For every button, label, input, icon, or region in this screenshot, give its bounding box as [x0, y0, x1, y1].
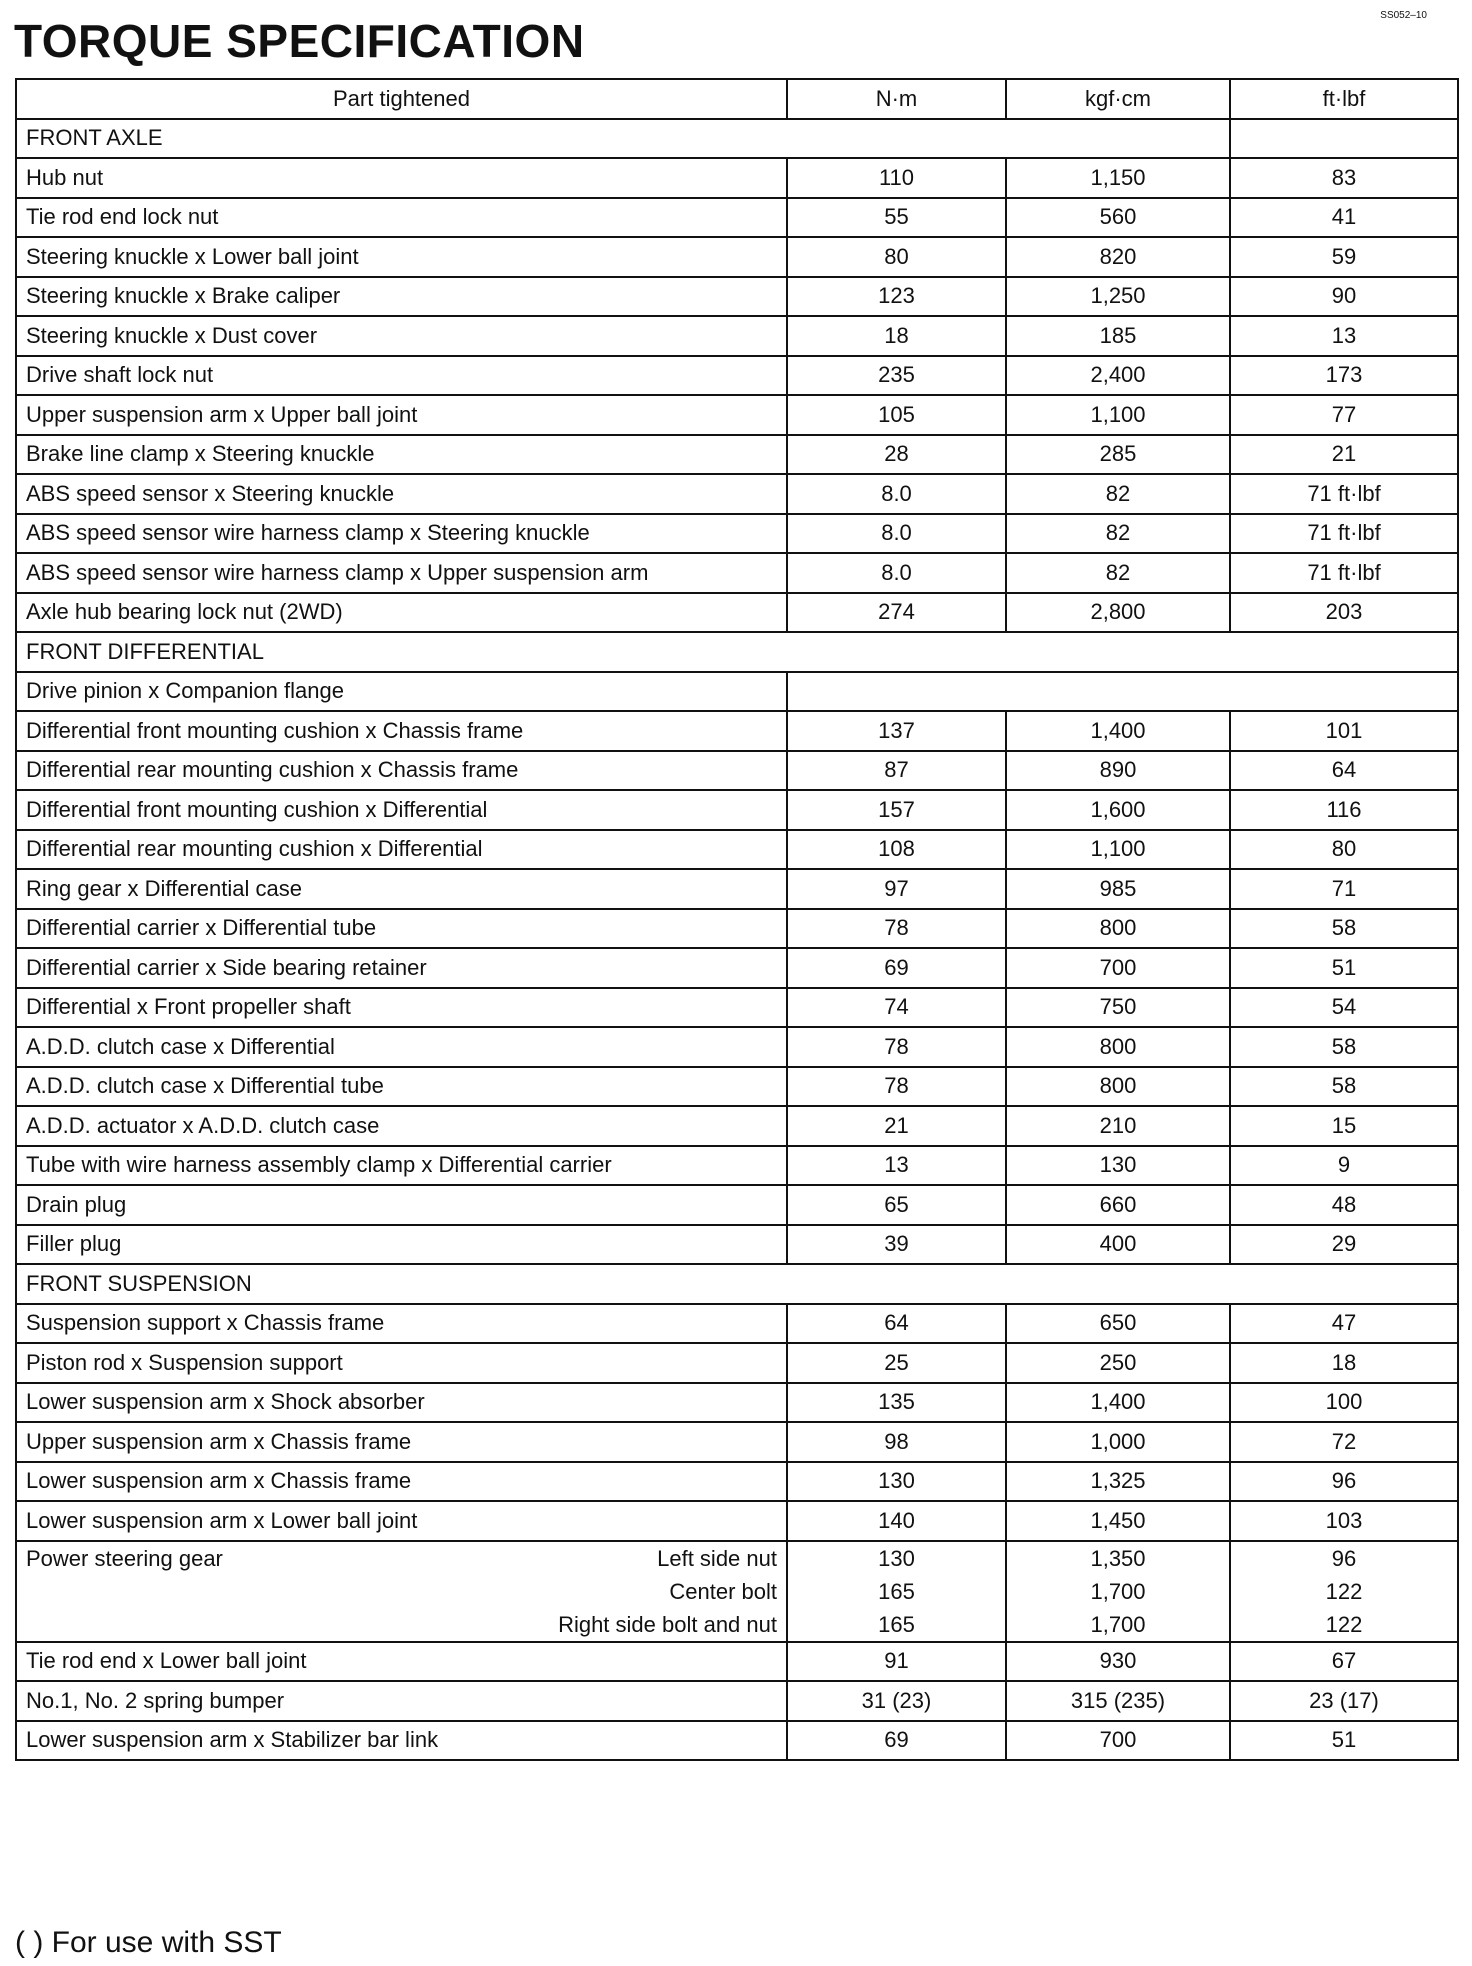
kgf-cell: 820: [1006, 237, 1230, 277]
empty-cell: [1230, 119, 1458, 159]
nm-cell: 28: [787, 435, 1006, 475]
nm-cell: 64: [787, 1304, 1006, 1344]
part-cell: Steering knuckle x Lower ball joint: [16, 237, 787, 277]
table-row: [16, 198, 1458, 238]
nm-cell: 157: [787, 790, 1006, 830]
part-cell: Drain plug: [16, 1185, 787, 1225]
part-group: [26, 1542, 777, 1641]
part-cell: Axle hub bearing lock nut (2WD): [16, 593, 787, 633]
nm-cell: 97: [787, 869, 1006, 909]
part-cell: Lower suspension arm x Lower ball joint: [16, 1501, 787, 1541]
kgf-cell: 750: [1006, 988, 1230, 1028]
kgf-cell: 315 (235): [1006, 1681, 1230, 1721]
nm-cell: 140: [787, 1501, 1006, 1541]
part-label: Power steering gear: [26, 1545, 223, 1571]
header-nm: N·m: [787, 79, 1006, 119]
ft-cell: 71 ft·lbf: [1230, 474, 1458, 514]
header-part: Part tightened: [16, 79, 787, 119]
ft-cell: 64: [1230, 751, 1458, 791]
nm-cell: 65: [787, 1185, 1006, 1225]
nm-cell: 39: [787, 1225, 1006, 1265]
table-row: [16, 593, 1458, 633]
table-row: [16, 672, 1458, 712]
sub-part-label: Center bolt: [669, 1578, 777, 1604]
table-row: [16, 1106, 1458, 1146]
part-cell: Piston rod x Suspension support: [16, 1343, 787, 1383]
table-row: [16, 1422, 1458, 1462]
part-cell: ABS speed sensor wire harness clamp x Upper suspension arm: [16, 553, 787, 593]
kgf-cell: 1,600: [1006, 790, 1230, 830]
kgf-value: 1,700: [1090, 1611, 1146, 1637]
part-cell: ABS speed sensor wire harness clamp x Steering knuckle: [16, 514, 787, 554]
ft-cell: 203: [1230, 593, 1458, 633]
part-cell: Tube with wire harness assembly clamp x Differential carrier: [16, 1146, 787, 1186]
ft-cell: 58: [1230, 909, 1458, 949]
table-row: [16, 751, 1458, 791]
ft-cell: 51: [1230, 1721, 1458, 1761]
kgf-cell: 560: [1006, 198, 1230, 238]
kgf-cell: 1,250: [1006, 277, 1230, 317]
table-row: [16, 1462, 1458, 1502]
ft-cell: 59: [1230, 237, 1458, 277]
part-cell: Drive shaft lock nut: [16, 356, 787, 396]
table-row: [16, 869, 1458, 909]
ft-cell: 101: [1230, 711, 1458, 751]
ft-cell: 173: [1230, 356, 1458, 396]
section-row: [16, 632, 1458, 672]
nm-value: 165: [878, 1611, 915, 1637]
kgf-cell: 210: [1006, 1106, 1230, 1146]
kgf-cell: 700: [1006, 1721, 1230, 1761]
part-cell: Differential carrier x Side bearing retainer: [16, 948, 787, 988]
part-cell: Steering knuckle x Brake caliper: [16, 277, 787, 317]
sub-part-list: [558, 1542, 777, 1641]
part-cell: Differential rear mounting cushion x Differential: [16, 830, 787, 870]
kgf-cell: 1,150: [1006, 158, 1230, 198]
kgf-cell: 2,400: [1006, 356, 1230, 396]
torque-table: [15, 78, 1459, 1761]
ft-cell: 9: [1230, 1146, 1458, 1186]
nm-cell: 87: [787, 751, 1006, 791]
part-cell: Tie rod end x Lower ball joint: [16, 1642, 787, 1682]
empty-cell: [787, 672, 1458, 712]
nm-cell: 78: [787, 1027, 1006, 1067]
nm-value: 130: [878, 1545, 915, 1571]
nm-cell: 98: [787, 1422, 1006, 1462]
table-row: [16, 1681, 1458, 1721]
ft-cell: 21: [1230, 435, 1458, 475]
nm-cell: 78: [787, 909, 1006, 949]
nm-cell: 110: [787, 158, 1006, 198]
table-row: [16, 830, 1458, 870]
kgf-cell: 400: [1006, 1225, 1230, 1265]
ft-cell: 90: [1230, 277, 1458, 317]
ft-cell: 23 (17): [1230, 1681, 1458, 1721]
nm-cell: [787, 1541, 1006, 1642]
part-cell: Lower suspension arm x Stabilizer bar link: [16, 1721, 787, 1761]
ft-cell: 83: [1230, 158, 1458, 198]
nm-cell: 8.0: [787, 514, 1006, 554]
table-row: [16, 1501, 1458, 1541]
part-cell: Upper suspension arm x Upper ball joint: [16, 395, 787, 435]
nm-value: 165: [878, 1578, 915, 1604]
nm-cell: 130: [787, 1462, 1006, 1502]
kgf-cell: [1006, 1541, 1230, 1642]
table-row: [16, 1146, 1458, 1186]
ft-cell: 58: [1230, 1067, 1458, 1107]
ft-cell: 48: [1230, 1185, 1458, 1225]
table-row: [16, 1721, 1458, 1761]
sub-part-label: Left side nut: [657, 1545, 777, 1571]
ft-cell: 67: [1230, 1642, 1458, 1682]
part-cell: A.D.D. clutch case x Differential: [16, 1027, 787, 1067]
part-cell: Differential front mounting cushion x Differential: [16, 790, 787, 830]
nm-cell: 13: [787, 1146, 1006, 1186]
nm-cell: 25: [787, 1343, 1006, 1383]
ft-cell: 15: [1230, 1106, 1458, 1146]
part-cell: Filler plug: [16, 1225, 787, 1265]
table-row: [16, 435, 1458, 475]
table-row: [16, 1067, 1458, 1107]
nm-cell: 74: [787, 988, 1006, 1028]
kgf-cell: 1,000: [1006, 1422, 1230, 1462]
ft-cell: 51: [1230, 948, 1458, 988]
ft-value: 96: [1331, 1545, 1357, 1571]
kgf-cell: 185: [1006, 316, 1230, 356]
nm-cell: 135: [787, 1383, 1006, 1423]
nm-cell: 123: [787, 277, 1006, 317]
table-row: [16, 1225, 1458, 1265]
table-row: [16, 1027, 1458, 1067]
nm-cell: 8.0: [787, 553, 1006, 593]
table-row: [16, 474, 1458, 514]
nm-cell: 91: [787, 1642, 1006, 1682]
part-cell: Differential rear mounting cushion x Chassis frame: [16, 751, 787, 791]
section-row: [16, 1264, 1458, 1304]
ft-cell: 71: [1230, 869, 1458, 909]
nm-cell: 18: [787, 316, 1006, 356]
ft-cell: 72: [1230, 1422, 1458, 1462]
kgf-cell: 650: [1006, 1304, 1230, 1344]
footnote: ( ) For use with SST: [15, 1926, 282, 1959]
nm-cell: 78: [787, 1067, 1006, 1107]
kgf-cell: 285: [1006, 435, 1230, 475]
section-title: FRONT SUSPENSION: [16, 1264, 1458, 1304]
kgf-cell: 660: [1006, 1185, 1230, 1225]
ft-cell: [1230, 1541, 1458, 1642]
kgf-cell: 1,400: [1006, 711, 1230, 751]
nm-cell: 69: [787, 1721, 1006, 1761]
table-row: [16, 948, 1458, 988]
part-cell: Brake line clamp x Steering knuckle: [16, 435, 787, 475]
kgf-cell: 2,800: [1006, 593, 1230, 633]
part-cell: No.1, No. 2 spring bumper: [16, 1681, 787, 1721]
header-ft: ft·lbf: [1230, 79, 1458, 119]
nm-cell: 80: [787, 237, 1006, 277]
table-row: [16, 237, 1458, 277]
table-row: [16, 316, 1458, 356]
ft-cell: 18: [1230, 1343, 1458, 1383]
part-cell: Hub nut: [16, 158, 787, 198]
table-row: [16, 1185, 1458, 1225]
ft-cell: 77: [1230, 395, 1458, 435]
part-cell: Ring gear x Differential case: [16, 869, 787, 909]
ft-cell: 100: [1230, 1383, 1458, 1423]
table-row: [16, 356, 1458, 396]
nm-cell: 235: [787, 356, 1006, 396]
kgf-cell: 82: [1006, 553, 1230, 593]
table-row: [16, 1304, 1458, 1344]
table-row: [16, 1343, 1458, 1383]
nm-cell: 105: [787, 395, 1006, 435]
nm-cell: 31 (23): [787, 1681, 1006, 1721]
kgf-cell: 890: [1006, 751, 1230, 791]
part-cell: A.D.D. clutch case x Differential tube: [16, 1067, 787, 1107]
ft-cell: 29: [1230, 1225, 1458, 1265]
ft-cell: 41: [1230, 198, 1458, 238]
kgf-cell: 130: [1006, 1146, 1230, 1186]
kgf-value: 1,350: [1090, 1545, 1146, 1571]
table-row: [16, 909, 1458, 949]
header-kgf: kgf·cm: [1006, 79, 1230, 119]
kgf-cell: 250: [1006, 1343, 1230, 1383]
ft-cell: 116: [1230, 790, 1458, 830]
part-cell: Steering knuckle x Dust cover: [16, 316, 787, 356]
ft-cell: 58: [1230, 1027, 1458, 1067]
kgf-cell: 800: [1006, 1027, 1230, 1067]
ft-cell: 13: [1230, 316, 1458, 356]
table-row: [16, 1383, 1458, 1423]
part-cell: Drive pinion x Companion flange: [16, 672, 787, 712]
nm-cell: 137: [787, 711, 1006, 751]
ft-value: 122: [1325, 1578, 1363, 1604]
nm-cell: 55: [787, 198, 1006, 238]
part-cell: ABS speed sensor x Steering knuckle: [16, 474, 787, 514]
nm-cell: 69: [787, 948, 1006, 988]
part-cell: [16, 1541, 787, 1642]
kgf-cell: 800: [1006, 909, 1230, 949]
header-row: [16, 79, 1458, 119]
table-row: [16, 158, 1458, 198]
part-cell: Differential carrier x Differential tube: [16, 909, 787, 949]
kgf-cell: 930: [1006, 1642, 1230, 1682]
table-row: [16, 790, 1458, 830]
kgf-cell: 1,100: [1006, 395, 1230, 435]
part-cell: A.D.D. actuator x A.D.D. clutch case: [16, 1106, 787, 1146]
part-cell: Upper suspension arm x Chassis frame: [16, 1422, 787, 1462]
part-cell: Lower suspension arm x Chassis frame: [16, 1462, 787, 1502]
section-title: FRONT AXLE: [16, 119, 1230, 159]
ft-value: 122: [1325, 1611, 1363, 1637]
nm-cell: 8.0: [787, 474, 1006, 514]
page-title: TORQUE SPECIFICATION: [14, 15, 585, 67]
kgf-cell: 1,100: [1006, 830, 1230, 870]
table-row: [16, 1642, 1458, 1682]
table-row: [16, 1541, 1458, 1642]
table-row: [16, 988, 1458, 1028]
kgf-cell: 985: [1006, 869, 1230, 909]
ft-cell: 54: [1230, 988, 1458, 1028]
part-cell: Tie rod end lock nut: [16, 198, 787, 238]
ft-cell: 96: [1230, 1462, 1458, 1502]
nm-cell: 108: [787, 830, 1006, 870]
table-row: [16, 395, 1458, 435]
kgf-cell: 1,400: [1006, 1383, 1230, 1423]
table-row: [16, 553, 1458, 593]
nm-cell: 21: [787, 1106, 1006, 1146]
kgf-cell: 1,325: [1006, 1462, 1230, 1502]
ft-cell: 103: [1230, 1501, 1458, 1541]
table-row: [16, 711, 1458, 751]
section-title: FRONT DIFFERENTIAL: [16, 632, 1458, 672]
ft-cell: 71 ft·lbf: [1230, 553, 1458, 593]
ft-cell: 47: [1230, 1304, 1458, 1344]
part-cell: Differential x Front propeller shaft: [16, 988, 787, 1028]
part-cell: Differential front mounting cushion x Chassis frame: [16, 711, 787, 751]
table-body: [16, 119, 1458, 1761]
table-row: [16, 514, 1458, 554]
document-code: SS052–10: [1380, 10, 1427, 21]
kgf-cell: 1,450: [1006, 1501, 1230, 1541]
ft-cell: 71 ft·lbf: [1230, 514, 1458, 554]
kgf-cell: 700: [1006, 948, 1230, 988]
part-cell: Suspension support x Chassis frame: [16, 1304, 787, 1344]
kgf-cell: 82: [1006, 514, 1230, 554]
sub-part-label: Right side bolt and nut: [558, 1611, 777, 1637]
ft-cell: 80: [1230, 830, 1458, 870]
nm-cell: 274: [787, 593, 1006, 633]
kgf-value: 1,700: [1090, 1578, 1146, 1604]
table-row: [16, 277, 1458, 317]
kgf-cell: 800: [1006, 1067, 1230, 1107]
kgf-cell: 82: [1006, 474, 1230, 514]
section-row: [16, 119, 1458, 159]
part-cell: Lower suspension arm x Shock absorber: [16, 1383, 787, 1423]
